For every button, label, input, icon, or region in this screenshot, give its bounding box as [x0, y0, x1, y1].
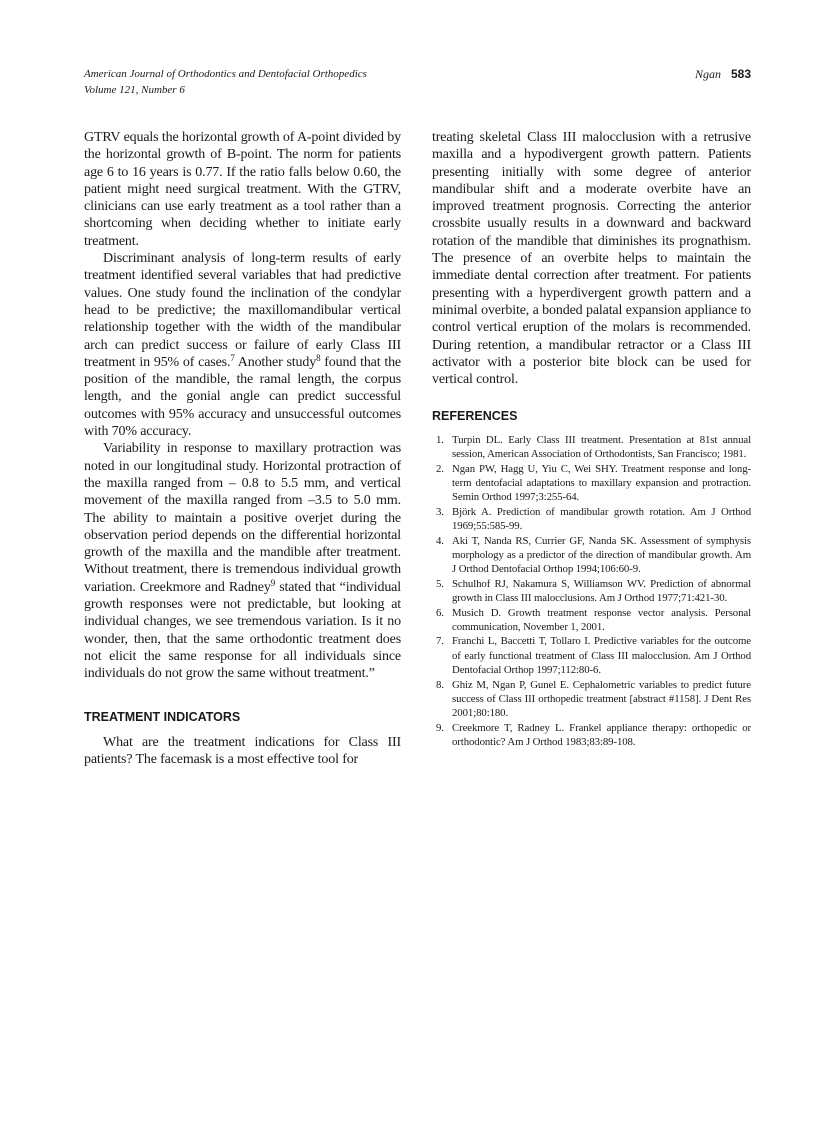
journal-title: American Journal of Orthodontics and Dentofacial Orthopedics [84, 68, 367, 80]
left-column [84, 129, 401, 768]
page-number: 583 [730, 67, 751, 81]
reference-number: 4. [436, 534, 444, 547]
reference-number: 8. [436, 678, 444, 691]
text: Variability in response to maxillary protraction was noted in our longitudinal study. Horizontal protraction of the maxilla ranged from – 0.8 to 5.5 mm, and vertical movement of the maxilla ranged from –3.5 to 5.0 mm. The ability to maintain a positive overjet during the observation period depends on the differential horizontal growth of the maxilla and the mandible after treatment. Without treatment, there is tremendous individual growth variation. Creekmore and Radney [84, 441, 401, 595]
paragraph [84, 440, 401, 682]
text: found that the position of the mandible, the ramal length, the corpus length, and the gonial angle can predict successful outcomes with 95% accuracy and unsuccessful outcomes with 70% accuracy. [84, 354, 401, 440]
section-heading: TREATMENT INDICATORS [84, 709, 241, 724]
paragraph [84, 250, 401, 440]
reference-item [436, 678, 751, 721]
reference-number: 5. [436, 577, 444, 590]
reference-number: 1. [436, 433, 444, 446]
reference-item [436, 462, 751, 505]
reference-number: 3. [436, 505, 444, 518]
reference-text: Creekmore T, Radney L. Frankel appliance therapy: orthopedic or orthodontic? Am J Orthod 1983;83:89-108. [452, 721, 751, 749]
header-right [695, 66, 751, 83]
text: Discriminant analysis of long-term results of early treatment identified several variables that had predictive values. One study found the inclination of the condylar head to be predictive; the maxillomandibular vertical relationship together with the width of the mandibular arch can predict success or failure of early Class III treatment in 95% of cases. [84, 251, 401, 370]
reference-item [436, 505, 751, 534]
author-name: Ngan [694, 67, 721, 81]
right-column [432, 129, 751, 750]
reference-text: Ghiz M, Ngan P, Gunel E. Cephalometric variables to predict future success of Class III orthopedic treatment [abstract #1158]. J Dent Res 2001;80:180. [452, 678, 751, 720]
reference-text: Musich D. Growth treatment response vector analysis. Personal communication, November 1, 2001. [452, 606, 751, 634]
reference-number: 9. [436, 721, 444, 734]
reference-text: Franchi L, Baccetti T, Tollaro I. Predictive variables for the outcome of early functional treatment of Class III malocclusion. Am J Orthod Dentofacial Orthop 1997;112:80-6. [452, 635, 751, 677]
running-header [84, 66, 367, 98]
reference-item [436, 721, 751, 750]
reference-number: 6. [436, 606, 444, 619]
references-heading: REFERENCES [432, 409, 518, 424]
reference-text: Turpin DL. Early Class III treatment. Presentation at 81st annual session, American Association of Orthodontists, San Francisco; 1981. [452, 433, 751, 461]
citation: 7 [230, 352, 235, 363]
reference-number: 2. [436, 462, 444, 475]
reference-number: 7. [436, 635, 444, 648]
volume-info: Volume 121, Number 6 [84, 84, 185, 96]
text: stated that “individual growth responses were not predictable, but looking at individual changes, we see tremendous variation. Is it no wonder, then, that the same orthodontic treatment does not elicit the same response for all individuals since individuals do not grow the same without treatment.” [84, 579, 401, 682]
reference-text: Björk A. Prediction of mandibular growth rotation. Am J Orthod 1969;55:585-99. [452, 505, 751, 533]
paragraph: treating skeletal Class III malocclusion with a retrusive maxilla and a hypodivergent growth pattern. Patients presenting initially with some degree of anterior mandibular shift and a moderate overbite have an improved treatment prognosis. Correcting the anterior crossbite usually results in a downward and backward rotation of the mandible that diminishes its prognathism. The presence of an overbite helps to maintain the immediate dental correction after treatment. For patients presenting with a hyperdivergent growth pattern and a minimal overbite, a bonded palatal expansion appliance to control vertical eruption of the molars is recommended. During retention, a mandibular retractor or a Class III activator with a posterior bite block can be used for vertical control. [432, 130, 751, 388]
paragraph: What are the treatment indications for Class III patients? The facemask is a most effective tool for [84, 734, 401, 768]
reference-text: Ngan PW, Hagg U, Yiu C, Wei SHY. Treatment response and long-term dentofacial adaptations to maxillary expansion and protraction. Semin Orthod 1997;3:255-64. [452, 462, 751, 504]
reference-item [436, 606, 751, 635]
paragraph: GTRV equals the horizontal growth of A-point divided by the horizontal growth of B-point. The norm for patients age 6 to 16 years is 0.77. If the ratio falls below 0.60, the patient might need surgical treatment. With the GTRV, clinicians can use early treatment as a tool rather than a shortcoming when deciding whether to initiate early treatment. [84, 130, 401, 249]
reference-item [436, 634, 751, 677]
reference-text: Aki T, Nanda RS, Currier GF, Nanda SK. Assessment of symphysis morphology as a predictor of the direction of mandibular growth. Am J Orthod Dentofacial Orthop 1994;106:60-9. [452, 534, 751, 576]
reference-item [436, 433, 751, 462]
citation: 9 [270, 577, 276, 588]
text: Another study [234, 354, 317, 370]
reference-list [432, 433, 751, 750]
citation: 8 [316, 352, 321, 363]
reference-item [436, 534, 751, 577]
reference-text: Schulhof RJ, Nakamura S, Williamson WV. Prediction of abnormal growth in Class III malocclusions. Am J Orthod 1977;71:421-30. [452, 577, 751, 605]
reference-item [436, 577, 751, 606]
